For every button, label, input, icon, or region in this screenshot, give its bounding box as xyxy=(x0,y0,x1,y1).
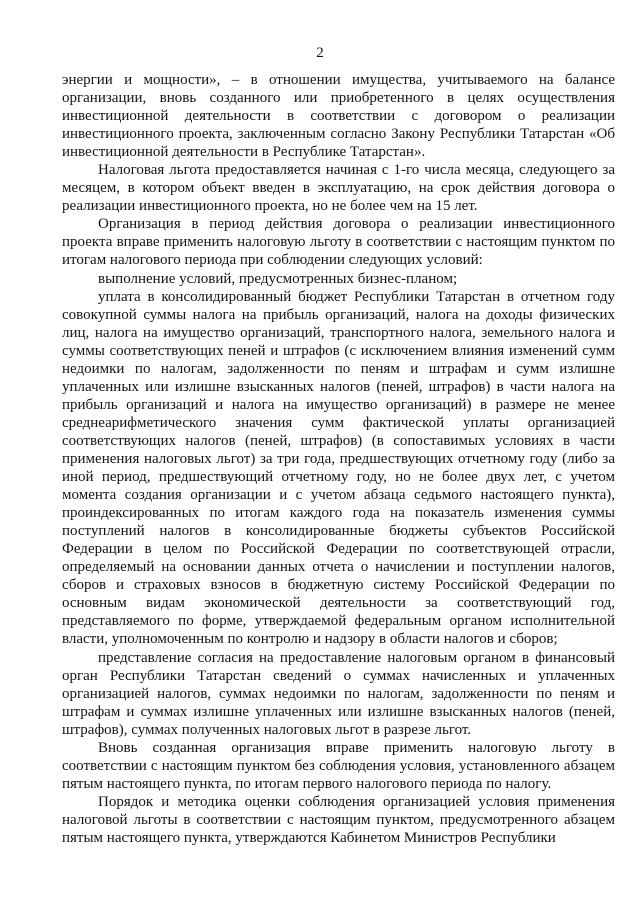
paragraph-new-organization: Вновь созданная организация вправе применить налоговую льготу в соответствии с настоящим пунктом без соблюдения условия, установленного абзацем пятым настоящего пункта, по итогам первого налогового периода по налогу. xyxy=(62,739,615,792)
paragraph-conditions-intro: Организация в период действия договора о реализации инвестиционного проекта вправе применить налоговую льготу в соответствии с настоящим пунктом по итогам налогового периода при соблюдении следующих условий: xyxy=(62,216,615,269)
paragraph-condition-tax-payment: уплата в консолидированный бюджет Республики Татарстан в отчетном году совокупной суммы налога на прибыль организаций, налога на доходы физических лиц, налога на имущество организаций, транспортного налога, земельного налога и суммы соответствующих пеней и штрафов (с исключением влияния изменений сумм недоимки по налогам, задолженности по пеням и штрафам и сумм излишне уплаченных или излишне взысканных налогов (пеней, штрафов) в части налога на прибыль организаций и налога на имущество организаций) в размере не менее среднеарифметического значения сумм фактической уплаты организацией соответствующих налогов (пеней, штрафов) (в сопоставимых условиях в части применения налоговых льгот) за три года, предшествующих отчетному году (либо за иной период, предшествующий отчетному году, но не более двух лет, с учетом момента создания организации и с учетом абзаца седьмого настоящего пункта), проиндексированных по итогам каждого года на показатель изменения суммы поступлений налогов в консолидированные бюджеты субъектов Российской Федерации в целом по Российской Федерации по соответствующей отрасли, определяемый на основании данных отчета о начислении и поступлении налогов, сборов и страховых взносов в бюджетную систему Российской Федерации по основным видам экономической деятельности за соответствующий год, представляемого по форме, утверждаемой федеральным органом исполнительной власти, уполномоченным по контролю и надзору в области налогов и сборов; xyxy=(62,288,615,648)
paragraph-condition-consent: представление согласия на предоставление налоговым органом в финансовый орган Республики Татарстан сведений о суммах начисленных и уплаченных организацией налогов, суммах недоимки по налогам, задолженности по пеням и штрафам и суммах излишне уплаченных или излишне взысканных налогов (пеней, штрафов), суммах полученных налоговых льгот в разрезе льгот. xyxy=(62,649,615,738)
document-body xyxy=(62,71,615,847)
paragraph-continuation: энергии и мощности», – в отношении имущества, учитываемого на балансе организации, вновь созданного или приобретенного в целях осуществления инвестиционной деятельности в соответствии с договором о реализации инвестиционного проекта, заключенным согласно Закону Республики Татарстан «Об инвестиционной деятельности в Республике Татарстан». xyxy=(62,72,615,161)
paragraph-methodology: Порядок и методика оценки соблюдения организацией условия применения налоговой льготы в соответствии с настоящим пунктом, предусмотренного абзацем пятым настоящего пункта, утверждаются Кабинетом Министров Республики xyxy=(62,793,615,846)
paragraph-condition-business-plan: выполнение условий, предусмотренных бизнес-планом; xyxy=(98,270,458,287)
paragraph-tax-benefit-period: Налоговая льгота предоставляется начиная с 1-го числа месяца, следующего за месяцем, в котором объект введен в эксплуатацию, на срок действия договора о реализации инвестиционного проекта, но не более чем на 15 лет. xyxy=(62,162,615,215)
page-number: 2 xyxy=(316,45,324,61)
